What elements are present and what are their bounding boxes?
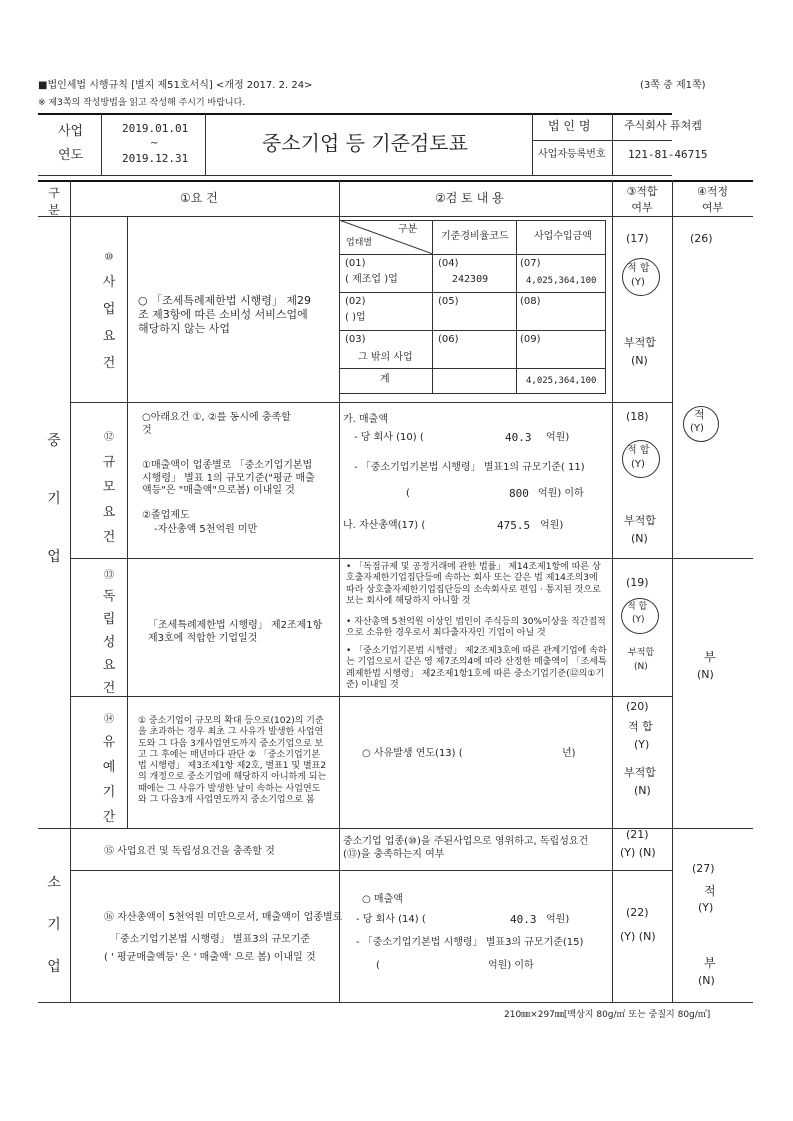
sec103-fit-no: (19) — [626, 576, 649, 589]
col-fit-header: ③적합 여부 — [626, 185, 658, 214]
r3-no: (03) — [345, 334, 366, 345]
divider — [672, 180, 673, 1002]
sec102-fit-yes: 적 합 — [627, 445, 650, 456]
small-suit-no-code: (N) — [698, 974, 715, 987]
sec103-fit-no-label: 부적합 — [628, 648, 655, 658]
sec104-fit-no-label: 부적합 — [624, 766, 656, 779]
small-suit-no-label: 부 — [704, 956, 716, 970]
divider — [339, 254, 606, 255]
table-head-code: 기준경비율코드 — [441, 231, 509, 242]
col-requirement-header: ①요 건 — [180, 191, 218, 205]
sec102-fit-no-label: 부적합 — [624, 514, 656, 527]
sec104-requirement: ① 중소기업이 규모의 확대 등으로(102)의 기준을 초과하는 경우 최초 그 사유가 발생한 사업연도와 그 다음 3개사업연도까지 중소기업으로 보고 그 후에는 매년마다 판단 ② 「중소기업기본법 시행령」 제3조제1항 제2호, 별표1 및 별표2의 개정으로 중소기업에 해당하지 아니하게 되는 때에는 그 사유가 발생한 날이 속하는 사업연도와 그 다음3개 사업연도까지 중소기업으로 봄 — [138, 716, 327, 805]
sec102-rev-3: - 「중소기업기본법 시행령」 별표1의 규모기준( 11) — [354, 462, 585, 473]
r1-code: 242309 — [452, 274, 489, 285]
sec102-rev-4: ( — [406, 488, 410, 499]
sme-suit-no-label: 부 — [704, 650, 716, 664]
sec101-fit-no: (17) — [626, 232, 649, 245]
paper-spec: 210㎜×297㎜[백상지 80g/㎡ 또는 중질지 80g/㎡] — [504, 1010, 711, 1020]
divider — [70, 558, 672, 559]
sec102-rev-2-val: 40.3 — [505, 431, 532, 444]
small-rev-2c: - 「중소기업기본법 시행령」 별표3의 규모기준(15) — [356, 937, 584, 948]
sec103-fit-yes: 적 합 — [627, 602, 648, 612]
sec101-fit-yes-code: (Y) — [631, 277, 645, 288]
r3-rev-no: (09) — [520, 334, 541, 345]
divider — [532, 113, 533, 175]
regulation-text: ■법인세법 시행규칙 [별지 제51호서식] <개정 2017. 2. 24> — [38, 80, 313, 91]
r2-rev-no: (08) — [520, 296, 541, 307]
biz-no-label: 사업자등록번호 — [538, 149, 606, 160]
sec104-label: ⑭ 유 예 기 간 — [102, 714, 116, 825]
r2-code-no: (05) — [438, 296, 459, 307]
year-label-1: 사업 — [58, 124, 84, 139]
divider — [70, 180, 71, 1002]
r1-revenue: 4,025,364,100 — [526, 276, 597, 286]
divider — [672, 558, 753, 559]
page-indicator: (3쪽 중 제1쪽) — [640, 80, 706, 91]
divider — [339, 330, 606, 331]
small-fit-2-no: (22) — [626, 906, 649, 919]
sec103-fit-no-code: (N) — [634, 662, 648, 672]
sec102-req-3: ②졸업제도 — [142, 510, 190, 521]
r1-name: ( 제조업 )업 — [345, 274, 398, 285]
sec103-label: ⑬ 독 립 성 요 건 — [102, 570, 116, 696]
sec101-fit-no-label: 부적합 — [624, 336, 656, 349]
small-suit-yes: 적 — [704, 884, 716, 898]
sec102-rev-4-val: 800 — [509, 487, 529, 500]
sec102-rev-5-unit: 억원) — [540, 520, 564, 531]
small-rev-2a: ○ 매출액 — [362, 894, 403, 905]
sec102-label: ⑫ 규 모 요 건 — [102, 432, 116, 545]
small-req-2c: ( ' 평균매출액등' 은 ' 매출액' 으로 봄) 이내일 것 — [104, 952, 316, 963]
sec102-req-2: ①매출액이 업종별로 「중소기업기본법 시행령」 별표 1의 규모기준("평균 매출액등"은 "매출액"으로봄) 이내일 것 — [142, 460, 315, 496]
sec102-rev-2: - 당 회사 (10) ( — [354, 432, 424, 443]
small-rev-2b-unit: 억원) — [546, 914, 570, 925]
sec102-req-4: -자산총액 5천억원 미만 — [154, 524, 258, 535]
small-req-1: ⑮ 사업요건 및 독립성요건을 충족할 것 — [104, 846, 275, 857]
divider — [70, 870, 672, 871]
sec101-label: ⑩ 사 업 요 건 — [102, 252, 116, 371]
r1-no: (01) — [345, 258, 366, 269]
small-suit-yes-code: (Y) — [698, 901, 714, 914]
small-rev-2b-val: 40.3 — [510, 913, 537, 926]
sme-suit-yes: 적 — [694, 408, 705, 421]
small-side-label: 소 기 업 — [47, 875, 61, 975]
sec102-fit-no: (18) — [626, 410, 649, 423]
sme-suit-yes-code: (Y) — [690, 423, 704, 434]
sec104-fit-yes-code: (Y) — [634, 738, 650, 751]
sec102-fit-yes-code: (Y) — [631, 459, 645, 470]
small-rev-2b: - 당 회사 (14) ( — [356, 914, 426, 925]
small-rev-2d: ( — [376, 960, 380, 971]
sec101-requirement: ○ 「조세특례제한법 시행령」 제29조 제3항에 따른 소비성 서비스업에 해당하지 않는 사업 — [138, 294, 311, 335]
sec102-req-1: ○아래요건 ①, ②를 동시에 충족할 것 — [142, 412, 291, 436]
sec102-fit-no-code: (N) — [631, 532, 648, 545]
date-from: 2019.01.01 — [122, 122, 189, 135]
main-table-bottom — [38, 1002, 753, 1003]
corp-name: 주식회사 퓨쳐켐 — [624, 119, 702, 132]
sec103-fit-yes-code: (Y) — [632, 615, 645, 625]
total-label: 계 — [380, 374, 390, 385]
sec103-rev-1: • 「독점규제 및 공정거래에 관한 법률」 제14조제1항에 따른 상호출자제한기업집단등에 속하는 회사 또는 같은 법 제14조의3에 따라 상호출자제한기업집단등의 소속회사로 편입 · 통지된 것으로 보는 회사에 해당하지 아니할 것 — [346, 562, 601, 606]
corp-name-label: 법 인 명 — [548, 119, 591, 133]
r2-no: (02) — [345, 296, 366, 307]
sec102-rev-4-unit: 억원) 이하 — [538, 488, 584, 499]
small-fit-1-yn: (Y) (N) — [620, 846, 656, 859]
divider — [339, 368, 606, 369]
sec103-rev-3: • 「중소기업기본법 시행령」 제2조제3호에 따른 관계기업에 속하는 기업으로서 같은 영 제7조의4에 따라 산정한 매출액이 「조세특례제한법 시행령」 제2조제1항1호에 따른 중소기업기준(⑫의①기준) 이내일 것 — [346, 646, 607, 690]
instruction-note: ※ 제3쪽의 작성방법을 읽고 작성해 주시기 바랍니다. — [38, 98, 246, 108]
date-to: 2019.12.31 — [122, 152, 189, 165]
divider — [101, 113, 102, 175]
sec101-suit-no: (26) — [690, 232, 713, 245]
divider — [612, 113, 613, 175]
small-rev-1: 중소기업 업종(⑩)을 주된사업으로 영위하고, 독립성요건(⑬)을 충족하는지 여부 — [343, 836, 589, 860]
divider — [70, 402, 672, 403]
divider — [205, 113, 206, 175]
sec101-fit-yes: 적 합 — [627, 263, 650, 274]
r3-name: 그 밖의 사업 — [358, 352, 413, 363]
divider — [127, 216, 128, 828]
sec102-rev-5: 나. 자산총액(17) ( — [343, 520, 426, 531]
small-fit-2-yn: (Y) (N) — [620, 930, 656, 943]
sec102-rev-1: 가. 매출액 — [343, 414, 388, 425]
date-separator: ~ — [150, 138, 159, 149]
divider — [339, 292, 606, 293]
header-row-bottom — [38, 216, 753, 217]
sec104-fit-yes: 적 합 — [628, 720, 653, 733]
top-box-bottom — [38, 175, 672, 176]
small-req-2a: ⑯ 자산총액이 5천억원 미만으로서, 매출액이 업종별로 — [104, 912, 343, 923]
total-revenue: 4,025,364,100 — [526, 376, 597, 386]
biz-no: 121-81-46715 — [628, 148, 708, 161]
sec102-rev-2-unit: 억원) — [546, 432, 570, 443]
sec104-rev-unit: 년) — [562, 748, 576, 759]
year-label-2: 연도 — [58, 148, 84, 163]
table-head-kind: 구분 — [398, 224, 418, 235]
r3-code-no: (06) — [438, 334, 459, 345]
r1-rev-no: (07) — [520, 258, 541, 269]
sme-suit-no-code: (N) — [697, 668, 714, 681]
col-category-header: 구 분 — [48, 186, 60, 217]
small-req-2b: 「중소기업기본법 시행령」 별표3의 규모기준 — [110, 934, 311, 945]
divider — [70, 696, 672, 697]
col-review-header: ②검 토 내 용 — [435, 191, 504, 205]
sec104-fit-no: (20) — [626, 700, 649, 713]
sec104-fit-no-code: (N) — [634, 784, 651, 797]
sec104-rev: ○ 사유발생 연도(13) ( — [362, 748, 463, 759]
small-suit-no: (27) — [692, 862, 715, 875]
table-head-revenue: 사업수입금액 — [534, 231, 592, 242]
table-head-industry: 업태별 — [346, 238, 373, 248]
sec103-requirement: 「조세특례제한법 시행령」 제2조제1항제3호에 적합한 기업일것 — [148, 620, 323, 644]
small-rev-2d-unit: 억원) 이하 — [488, 960, 534, 971]
col-suit-header: ④적정 여부 — [696, 185, 729, 214]
small-fit-1-no: (21) — [626, 828, 649, 841]
document-title: 중소기업 등 기준검토표 — [262, 131, 468, 155]
sec101-fit-no-code: (N) — [631, 354, 648, 367]
sec102-rev-5-val: 475.5 — [497, 519, 531, 532]
main-table-top — [38, 180, 753, 182]
r1-code-no: (04) — [438, 258, 459, 269]
top-border — [38, 113, 672, 115]
sme-side-label: 중 기 업 — [47, 433, 61, 565]
r2-name: ( )업 — [345, 312, 366, 323]
divider — [532, 140, 672, 141]
divider — [612, 180, 613, 1002]
sec103-rev-2: • 자산총액 5천억원 이상인 법인이 주식등의 30%이상을 직간접적으로 소유한 경우로서 최다출자자인 기업이 아닐 것 — [346, 617, 606, 639]
